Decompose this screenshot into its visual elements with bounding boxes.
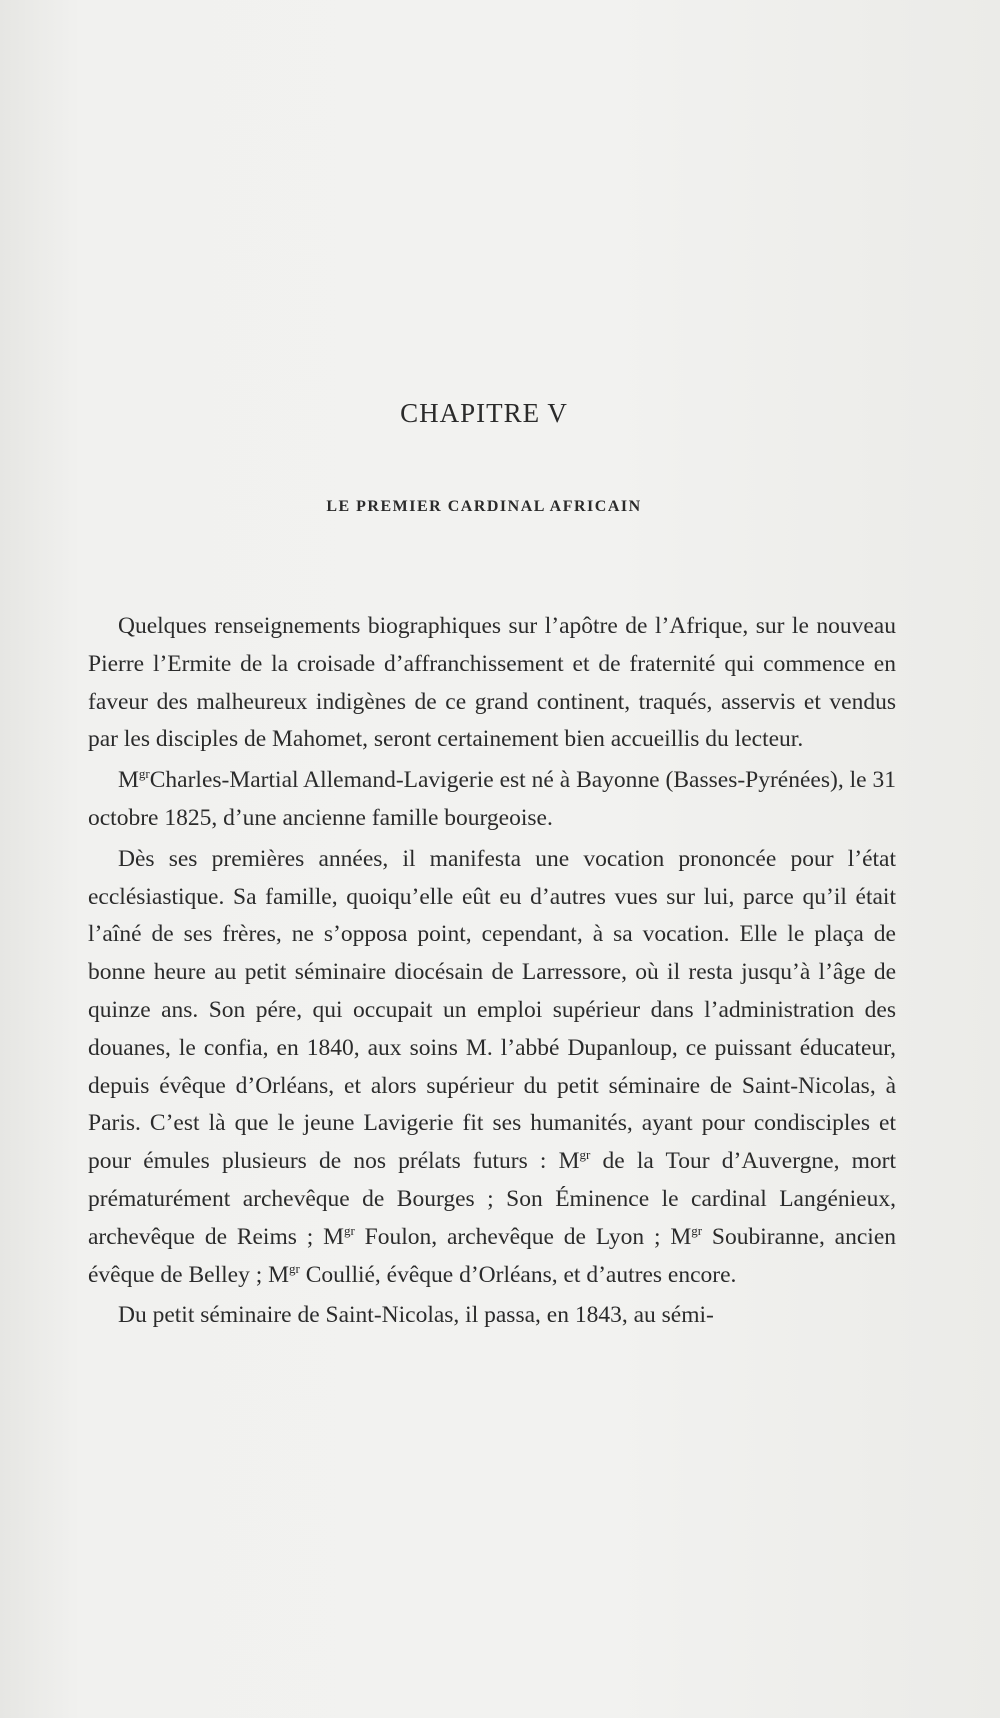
mgr-abbrev: $M^{gr}$ <box>670 1222 703 1250</box>
paragraph-birth <box>88 762 896 838</box>
mgr-abbrev: $M^{gr}$ <box>118 766 150 794</box>
chapter-subtitle: LE PREMIER CARDINAL AFRICAIN <box>326 498 642 515</box>
paragraph-education-part-b: de la Tour d’Auvergne, mort prématurément archevêque de Bourges ; Son Éminence le cardinal Langénieux, archevêque de Reims ; <box>88 1148 896 1250</box>
paragraph-education-part-c: Foulon, archevêque de Lyon ; <box>354 1223 671 1250</box>
paragraph-education-part-a: Dès ses premières années, il manifesta une vocation prononcée pour l’état ecclésiastique. Sa famille, quoiqu’elle eût eu d’autres vues sur lui, parce qu’il était l’aîné de ses frères, ne s’opposa point, cependant, à sa vocation. Elle le plaça de bonne heure au petit séminaire diocésain de Larressore, où il resta jusqu’à l’âge de quinze ans. Son pére, qui occupait un emploi supérieur dans l’administration des douanes, le confia, en 1840, aux soins M. l’abbé Dupanloup, ce puissant éducateur, depuis évêque d’Orléans, et alors supérieur du petit séminaire de Saint-Nicolas, à Paris. C’est là que le jeune Lavigerie fit ses humanités, ayant pour condisciples et pour émules plusieurs de nos prélats futurs : <box>88 845 896 1175</box>
paragraph-seminary: Du petit séminaire de Saint-Nicolas, il passa, en 1843, au sémi- <box>118 1302 714 1329</box>
paragraph-education <box>88 841 896 1295</box>
chapter-body <box>88 608 896 1338</box>
mgr-abbrev: $M^{gr}$ <box>558 1147 591 1175</box>
mgr-abbrev: $M^{gr}$ <box>323 1222 355 1250</box>
mgr-abbrev: $M^{gr}$ <box>268 1260 300 1288</box>
paragraph-education-part-d: Soubiranne, ancien évêque de Belley ; <box>88 1223 896 1288</box>
paragraph-education-part-e: Coullié, évêque d’Orléans, et d’autres encore. <box>299 1261 737 1288</box>
chapter-title: CHAPITRE V <box>400 398 568 428</box>
paragraph-intro: Quelques renseignements biographiques sur l’apôtre de l’Afrique, sur le nouveau Pierre l’Ermite de la croisade d’affranchissement et de fraternité qui commence en faveur des malheureux indigènes de ce grand continent, traqués, asservis et vendus par les disciples de Mahomet, seront certainement bien accueillis du lecteur. <box>88 613 896 753</box>
paragraph-birth-text: Charles-Martial Allemand-Lavigerie est né à Bayonne (Basses-Pyrénées), le 31 octobre 1825, d’une ancienne famille bourgeoise. <box>88 767 896 831</box>
